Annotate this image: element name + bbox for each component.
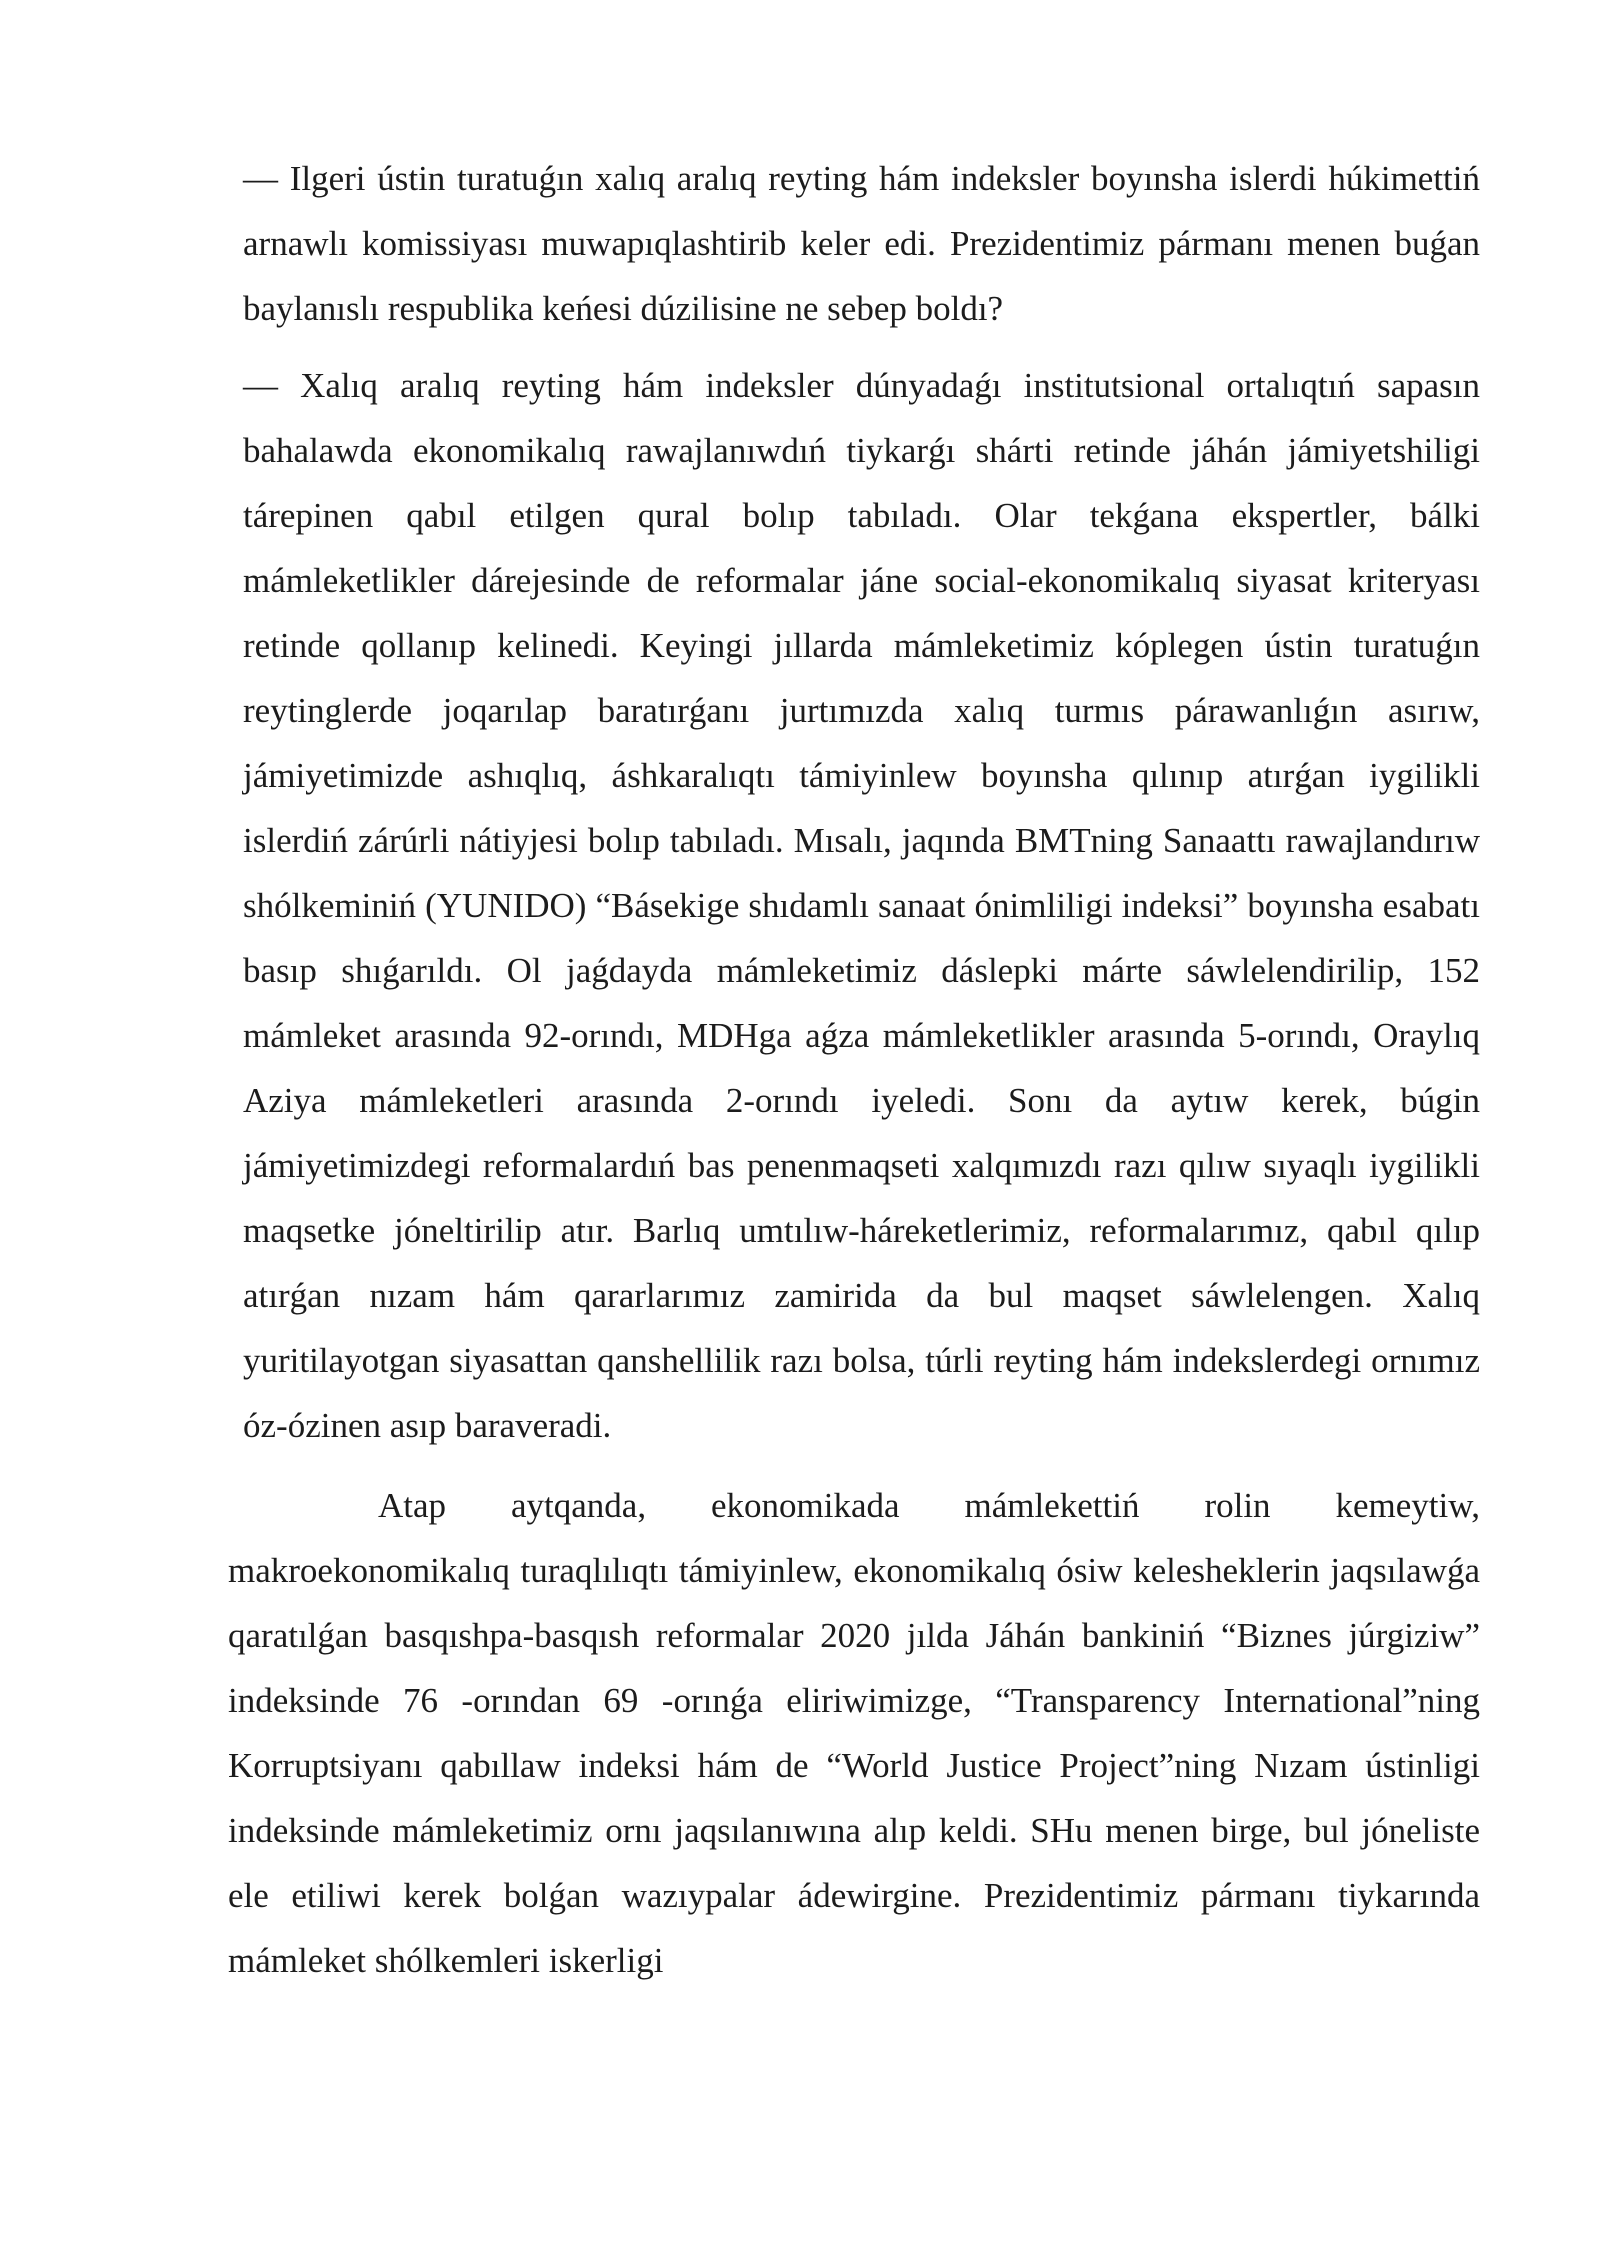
- body-paragraph: Atap aytqanda, ekonomikada mámlekettiń rolin kemeytiw, makroekonomikalıq turaqlılıqtı támiyinlew, ekonomikalıq ósiw kelesheklerin jaqsılawǵa qaratılǵan basqıshpa-basqısh reformalar 2020 jılda Jáhán bankiniń “Biznes júrgiziw” indeksinde 76 -orından 69 -orınǵa eliriwimizge, “Transparency International”ning Korruptsiyanı qabıllaw indeksi hám de “World Justice Project”ning Nızam ústinligi indeksinde mámleketimiz ornı jaqsılanıwına alıp keldi. SHu menen birge, bul jóneliste ele etiliwi kerek bolǵan wazıypalar ádewirgine. Prezidentimiz pármanı tiykarında mámleket shólkemleri iskerligi: [228, 1486, 1480, 1980]
- document-text-body: [228, 146, 1480, 1993]
- question-paragraph: — Ilgeri ústin turatuǵın xalıq aralıq reyting hám indeksler boyınsha islerdi húkimettiń arnawlı komissiyası muwapıqlashtirib keler edi. Prezidentimiz pármanı menen buǵan baylanıslı respublika keńesi dúzilisine ne sebep boldı?: [243, 159, 1480, 328]
- answer-paragraph: — Xalıq aralıq reyting hám indeksler dúnyadaǵı institutsional ortalıqtıń sapasın bahalawda ekonomikalıq rawajlanıwdıń tiykarǵı shárti retinde jáhán jámiyetshiligi tárepinen qabıl etilgen qural bolıp tabıladı. Olar tekǵana ekspertler, bálki mámleketlikler dárejesinde de reformalar jáne social-ekonomikalıq siyasat kriteryası retinde qollanıp kelinedi. Keyingi jıllarda mámleketimiz kóplegen ústin turatuǵın reytinglerde joqarılap baratırǵanı jurtımızda xalıq turmıs párawanlıǵın asırıw, jámiyetimizde ashıqlıq, áshkaralıqtı támiyinlew boyınsha qılınıp atırǵan iygilikli islerdiń zárúrli nátiyjesi bolıp tabıladı. Mısalı, jaqında BMTning Sanaattı rawajlandırıw shólkeminiń (YUNIDO) “Básekige shıdamlı sanaat ónimliligi indeksi” boyınsha esabatı basıp shıǵarıldı. Ol jaǵdayda mámleketimiz dáslepki márte sáwlelendirilip, 152 mámleket arasında 92-orındı, MDHga aǵza mámleketlikler arasında 5-orındı, Oraylıq Aziya mámleketleri arasında 2-orındı iyeledi. Sonı da aytıw kerek, búgin jámiyetimizdegi reformalardıń bas penenmaqseti xalqımızdı razı qılıw sıyaqlı iygilikli maqsetke jóneltirilip atır. Barlıq umtılıw-háreketlerimiz, reformalarımız, qabıl qılıp atırǵan nızam hám qararlarımız zamirida da bul maqset sáwlelengen. Xalıq yuritilayotgan siyasattan qanshellilik razı bolsa, túrli reyting hám indekslerdegi ornımız óz-ózinen asıp baraveradi.: [243, 366, 1480, 1445]
